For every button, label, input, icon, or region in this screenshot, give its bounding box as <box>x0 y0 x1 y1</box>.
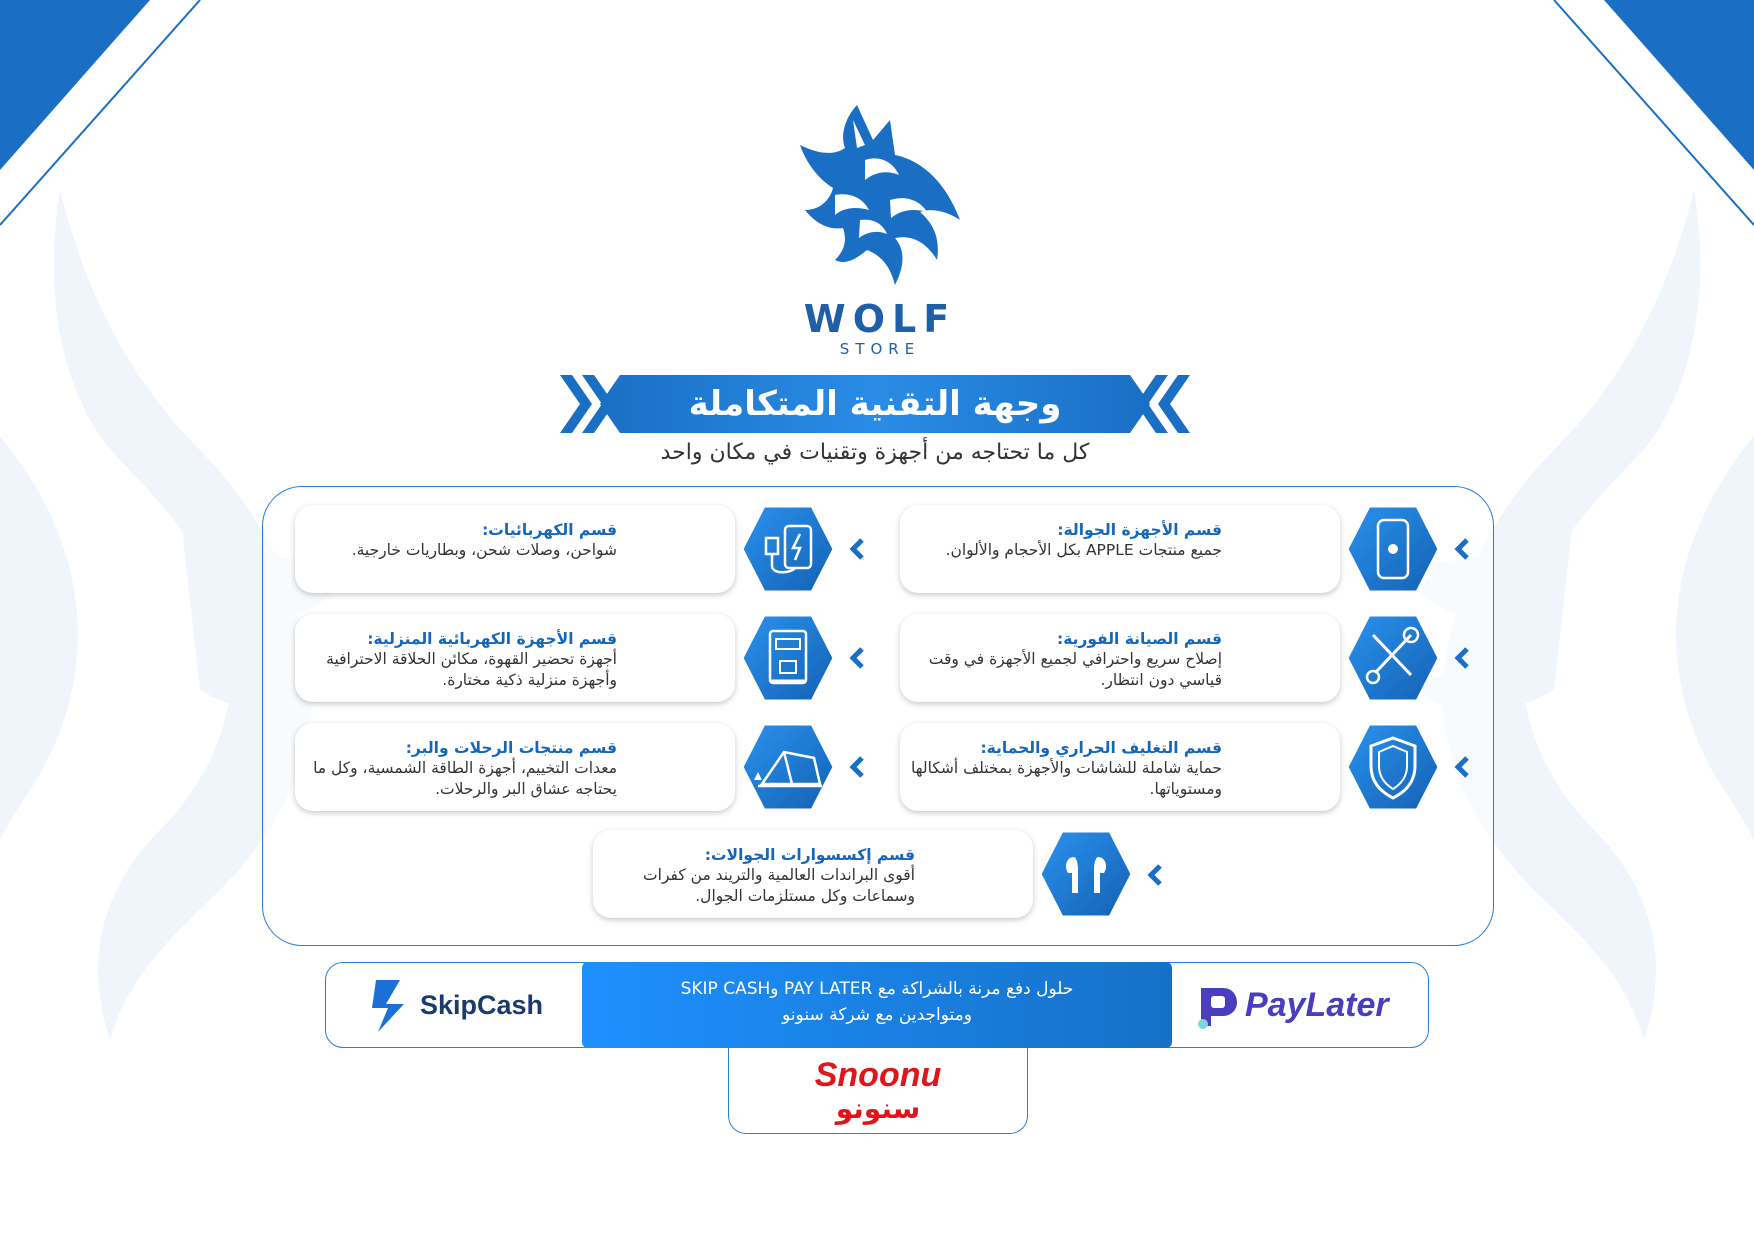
wolf-store-logo <box>775 100 985 360</box>
tagline: كل ما تحتاجه من أجهزة وتقنيات في مكان واحد <box>660 440 1090 465</box>
earbuds-icon <box>1038 829 1134 919</box>
tools-icon <box>1345 613 1441 703</box>
banner-title: وجهة التقنية المتكاملة <box>688 384 1062 424</box>
snoonu-label-ar: سنونو <box>835 1092 921 1125</box>
section-card-protection[interactable] <box>900 723 1340 811</box>
chevron-left-icon <box>849 756 865 778</box>
section-card-accessories[interactable] <box>593 830 1033 918</box>
section-description: شواحن، وصلات شحن، وبطاريات خارجية. <box>351 541 617 559</box>
phone-icon <box>1345 504 1441 594</box>
skipcash-mark-icon <box>370 978 414 1034</box>
skipcash-label: SkipCash <box>420 990 544 1020</box>
snoonu-logo-box <box>728 1048 1028 1134</box>
section-card-maintenance[interactable] <box>900 614 1340 702</box>
brand-name: WOLF <box>803 297 957 341</box>
paylater-logo <box>1195 978 1405 1034</box>
paylater-label: PayLater <box>1245 986 1389 1024</box>
tent-icon <box>740 722 836 812</box>
section-card-electricals[interactable] <box>295 505 735 593</box>
section-title: قسم الأجهزة الجوالة: <box>1057 521 1222 539</box>
section-title: قسم إكسسوارات الجوالات: <box>704 846 915 864</box>
coffee-machine-icon <box>740 613 836 703</box>
section-description: أجهزة تحضير القهوة، مكائن الحلاقة الاحترافية وأجهزة منزلية ذكية مختارة. <box>326 650 617 689</box>
section-description: إصلاح سريع واحترافي لجميع الأجهزة في وقت قياسي دون انتظار. <box>928 650 1222 689</box>
chevron-left-icon <box>849 538 865 560</box>
wolf-head-icon <box>795 100 965 290</box>
brand-subtitle: STORE <box>839 340 921 358</box>
section-description: حماية شاملة للشاشات والأجهزة بمختلف أشكالها ومستوياتها. <box>910 759 1222 798</box>
chevron-left-icon <box>849 647 865 669</box>
title-banner <box>560 375 1190 433</box>
skipcash-logo <box>370 978 560 1034</box>
section-title: قسم منتجات الرحلات والبر: <box>405 739 617 757</box>
payment-info-box <box>582 962 1172 1048</box>
chevron-left-icon <box>1454 647 1470 669</box>
snoonu-label-en: Snoonu <box>814 1056 942 1094</box>
section-description: جميع منتجات APPLE بكل الأحجام والألوان. <box>945 541 1222 559</box>
section-card-mobile[interactable] <box>900 505 1340 593</box>
section-title: قسم الأجهزة الكهربائية المنزلية: <box>367 630 617 648</box>
section-title: قسم الكهربائيات: <box>482 521 617 539</box>
charger-icon <box>740 504 836 594</box>
section-description: أقوى البراندات العالمية والتريند من كفرات وسماعات وكل مستلزمات الجوال. <box>643 866 915 905</box>
section-description: معدات التخييم، أجهزة الطاقة الشمسية، وكل ما يحتاجه عشاق البر والرحلات. <box>313 759 617 798</box>
section-card-home-appliances[interactable] <box>295 614 735 702</box>
section-title: قسم التغليف الحراري والحماية: <box>980 739 1222 757</box>
section-card-trips[interactable] <box>295 723 735 811</box>
chevron-left-icon <box>1454 538 1470 560</box>
payment-text-line-2: ومتواجدين مع شركة سنونو <box>782 1005 972 1025</box>
payment-text-line-1: حلول دفع مرنة بالشراكة مع PAY LATER وSKIP CASH <box>680 979 1074 999</box>
chevron-left-icon <box>1454 756 1470 778</box>
shield-icon <box>1345 722 1441 812</box>
paylater-mark-icon <box>1195 982 1239 1032</box>
chevron-left-icon <box>1147 864 1163 886</box>
section-title: قسم الصيانة الفورية: <box>1057 630 1222 648</box>
